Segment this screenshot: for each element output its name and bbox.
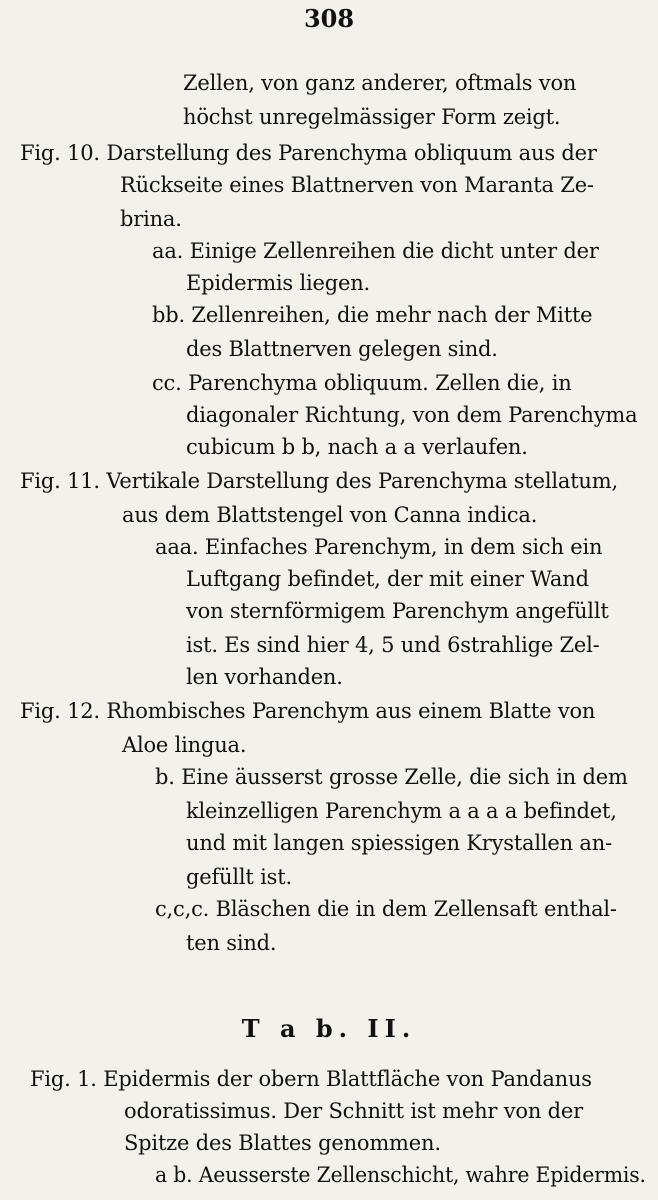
text-line: ten sind. xyxy=(186,931,277,955)
text-line: diagonaler Richtung, von dem Parenchyma xyxy=(186,403,638,427)
fig-11-line: Fig. 11. Vertikale Darstellung des Parenchyma stellatum, xyxy=(20,469,618,493)
text-line: aaa. Einfaches Parenchym, in dem sich ein xyxy=(155,535,603,559)
text-line: Rückseite eines Blattnerven von Maranta Ze- xyxy=(120,173,594,197)
text-line: kleinzelligen Parenchym a a a a befindet, xyxy=(186,799,617,823)
text-line: aus dem Blattstengel von Canna indica. xyxy=(122,503,538,527)
text-line: brina. xyxy=(120,207,182,231)
text-line: cc. Parenchyma obliquum. Zellen die, in xyxy=(152,371,572,395)
section-heading: T a b. II. xyxy=(241,1014,417,1043)
text-line: len vorhanden. xyxy=(186,665,343,689)
text-line: von sternförmigem Parenchym angefüllt xyxy=(186,599,609,623)
fig-12-line: Fig. 12. Rhombisches Parenchym aus einem Blatte von xyxy=(20,699,596,723)
text-line: odoratissimus. Der Schnitt ist mehr von der xyxy=(124,1099,583,1123)
fig-1-line: Fig. 1. Epidermis der obern Blattfläche von Pandanus xyxy=(30,1067,592,1091)
text-line: und mit langen spiessigen Krystallen an- xyxy=(186,831,612,855)
text-line: aa. Einige Zellenreihen die dicht unter der xyxy=(152,239,599,263)
text-line: Zellen, von ganz anderer, oftmals von xyxy=(183,71,577,95)
text-line: cubicum b b, nach a a verlaufen. xyxy=(186,435,528,459)
text-line: ist. Es sind hier 4, 5 und 6strahlige Zel- xyxy=(186,633,600,657)
text-line: Spitze des Blattes genommen. xyxy=(124,1131,441,1155)
page-number: 308 xyxy=(303,4,355,33)
fig-10-line: Fig. 10. Darstellung des Parenchyma obliquum aus der xyxy=(20,141,597,165)
text-line: c,c,c. Bläschen die in dem Zellensaft enthal- xyxy=(155,897,617,921)
text-line: des Blattnerven gelegen sind. xyxy=(186,337,498,361)
text-line: Epidermis liegen. xyxy=(186,271,371,295)
text-line: a b. Aeusserste Zellenschicht, wahre Epidermis. xyxy=(155,1163,646,1187)
text-line: höchst unregelmässiger Form zeigt. xyxy=(183,105,561,129)
text-line: bb. Zellenreihen, die mehr nach der Mitte xyxy=(152,303,593,327)
text-line: gefüllt ist. xyxy=(186,865,292,889)
text-line: Aloe lingua. xyxy=(122,733,247,757)
text-line: b. Eine äusserst grosse Zelle, die sich in dem xyxy=(155,765,628,789)
text-line: Luftgang befindet, der mit einer Wand xyxy=(186,567,589,591)
